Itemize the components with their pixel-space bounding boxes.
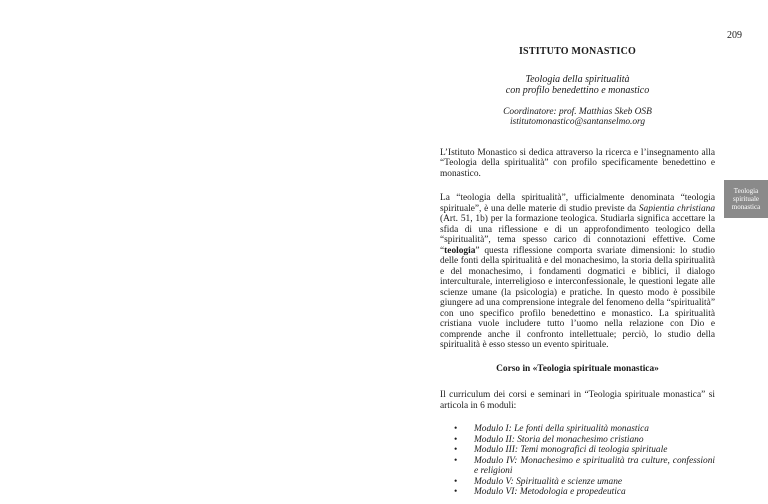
module-item xyxy=(454,445,715,456)
section-tab-line-3: monastica xyxy=(731,203,761,211)
subtitle-line-1: Teologia della spiritualità xyxy=(525,73,630,85)
course-heading: Corso in «Teologia spirituale monastica» xyxy=(496,363,659,374)
subtitle-line-2: con profilo benedettino e monastico xyxy=(505,84,650,96)
module-label: Modulo VI: Metodologia e propedeutica xyxy=(474,487,626,497)
main-text-part-3: ” questa riflessione comporta svariate dimensioni: lo studio delle fonti della spiritualità e del monachesimo, la storia della spiritualità e del monachesimo, i fondamenti dogmatici e biblici, il dialogo interculturale, interreligioso e interconfessionale, le questioni legate alle scienze umane (la psicologia) e pratiche. In questo modo è possibile giungere ad una comprensione integrale del fenomeno della “spiritualità” con uno specifico profilo benedettino e monastico. La spiritualità cristiana vuole includere tutto l’uomo nella relazione con Dio e comprende anche il confronto intellettuale; perciò, lo studio della spiritualità è esso stesso un evento spirituale. xyxy=(440,245,715,350)
document-subtitle xyxy=(440,74,715,96)
bullet-icon: • xyxy=(454,424,458,434)
module-label: Modulo II: Storia del monachesimo cristiano xyxy=(474,434,644,445)
module-label: Modulo I: Le fonti della spiritualità monastica xyxy=(474,424,649,434)
bullet-icon: • xyxy=(454,487,458,497)
document-title: ISTITUTO MONASTICO xyxy=(518,46,637,57)
bullet-icon: • xyxy=(454,434,458,445)
coordinator-name: Coordinatore: prof. Matthias Skeb OSB xyxy=(503,106,652,117)
bullet-icon: • xyxy=(454,476,458,487)
main-text-part-2: (Art. 51, 1b) per la formazione teologica. Studiarla significa accettare la sfida di una riflessione e di un approfondimento teologico della “spiritualità”, tema spesso carico di connotazioni effettive. Come “ xyxy=(440,214,715,256)
module-label: Modulo IV: Monachesimo e spiritualità tra culture, confessioni e religioni xyxy=(474,455,715,476)
module-item xyxy=(454,435,715,446)
bullet-icon: • xyxy=(454,445,458,455)
section-tab xyxy=(724,180,768,218)
module-item xyxy=(454,487,715,498)
section-tab-line-1: Teologia xyxy=(733,187,759,195)
page-number: 209 xyxy=(727,30,742,41)
curriculum-paragraph: Il curriculum dei corsi e seminari in “Teologia spirituale monastica” si articola in 6 moduli: xyxy=(440,390,715,411)
bullet-icon: • xyxy=(454,455,458,466)
module-item xyxy=(454,456,715,477)
main-paragraph xyxy=(440,193,715,351)
document-body xyxy=(440,47,715,498)
module-item xyxy=(454,424,715,435)
module-item xyxy=(454,477,715,488)
coordinator-email: istitutomonastico@santanselmo.org xyxy=(509,117,646,127)
module-label: Modulo V: Spiritualità e scienze umane xyxy=(474,476,623,487)
main-text-bold: teologia xyxy=(444,245,476,256)
coordinator-info xyxy=(440,107,715,128)
module-label: Modulo III: Temi monografici di teologia spirituale xyxy=(474,445,668,455)
main-text-italic: Sapientia christiana xyxy=(638,203,716,214)
intro-paragraph: L’Istituto Monastico si dedica attraverso la ricerca e l’insegnamento alla “Teologia della spiritualità” con profilo specificamente benedettino e monastico. xyxy=(440,147,715,179)
section-tab-line-2: spirituale xyxy=(732,195,760,203)
module-list xyxy=(440,424,715,498)
main-text-part-1: La “teologia della spiritualità”, ufficialmente denominata “teologia spirituale”, è una delle materie di studio previste da xyxy=(440,193,715,214)
